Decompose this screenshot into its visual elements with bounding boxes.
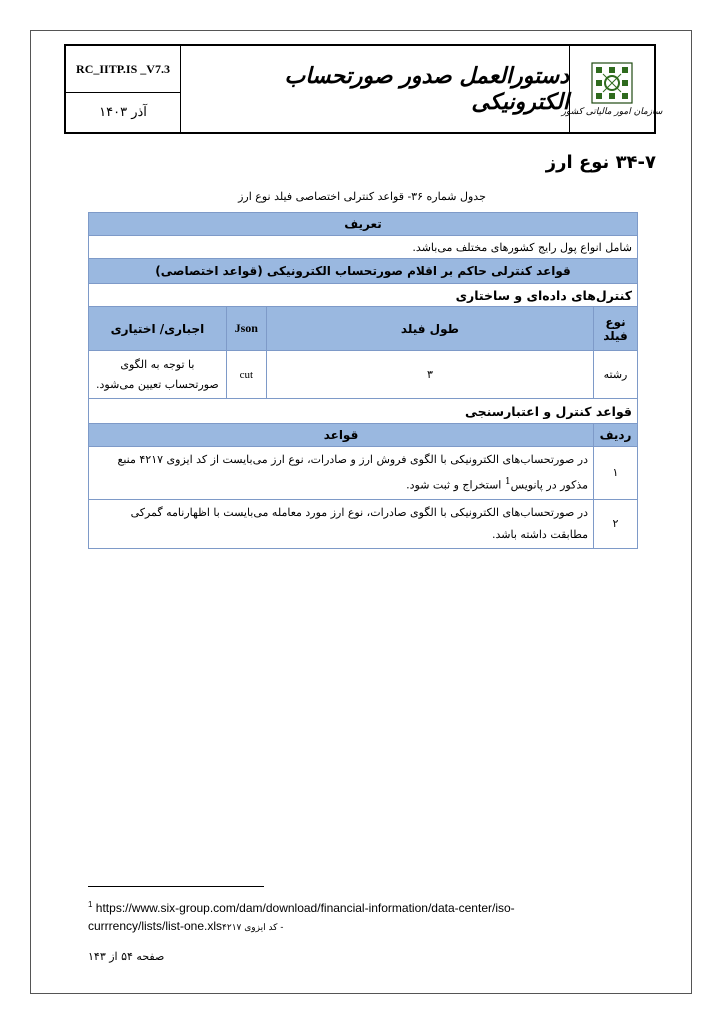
org-name: سازمان امور مالیاتی کشور xyxy=(561,107,663,117)
footnote-ref: 1 xyxy=(504,476,511,487)
footnote-separator xyxy=(88,886,264,887)
footnote-url[interactable]: https://www.six-group.com/dam/download/financial-information/data-center/iso-currrency/lists/list-one.xls xyxy=(88,901,515,933)
col-field-type: نوع فیلد xyxy=(594,307,638,351)
rule-index: ۱ xyxy=(594,447,638,500)
footnote xyxy=(88,896,568,937)
col-rule-index: ردیف xyxy=(594,424,638,447)
col-field-length: طول فیلد xyxy=(266,307,593,351)
doc-code: RC_IITP.IS _V7.3 xyxy=(66,46,180,93)
document-header xyxy=(64,44,663,134)
data-controls-title: کنترل‌های داده‌ای و ساختاری xyxy=(89,284,638,307)
page-number: صفحه ۵۴ از ۱۴۳ xyxy=(88,950,165,963)
cell-required: با توجه به الگوی صورتحساب تعیین می‌شود. xyxy=(89,351,227,399)
col-required: اجباری/ اختیاری xyxy=(89,307,227,351)
footnote-number: 1 xyxy=(88,900,93,909)
cell-field-length: ۳ xyxy=(266,351,593,399)
cell-field-type: رشته xyxy=(594,351,638,399)
table-caption: جدول شماره ۳۶- قواعد کنترلی اختصاصی فیلد نوع ارز xyxy=(238,190,486,203)
doc-title: دستورالعمل صدور صورتحساب الکترونیکی xyxy=(284,63,569,115)
org-logo-block xyxy=(561,46,663,132)
doc-date: آذر ۱۴۰۳ xyxy=(99,105,147,120)
validation-title: قواعد کنترل و اعتبارسنجی xyxy=(89,399,638,424)
rules-group-header: قواعد کنترلی حاکم بر اقلام صورتحساب الکترونیکی (قواعد اختصاصی) xyxy=(89,259,638,284)
header-meta xyxy=(66,46,181,132)
rule-index: ۲ xyxy=(594,499,638,548)
rule-text-part: استخراج و ثبت شود. xyxy=(406,478,505,492)
definition-header: تعریف xyxy=(89,213,638,236)
col-json: Json xyxy=(226,307,266,351)
rule-text xyxy=(89,447,594,500)
rule-text: در صورتحساب‌های الکترونیکی با الگوی صادرات، نوع ارز مورد معامله می‌بایست با اظهارنامه گمرکی مطابقت داشته باشد. xyxy=(89,499,594,548)
section-title: ۳۴-۷ نوع ارز xyxy=(545,152,656,173)
footnote-suffix: - کد ایزوی ۴۲۱۷ xyxy=(222,923,287,933)
definition-text: شامل انواع پول رایج کشورهای مختلف می‌باشد. xyxy=(89,236,638,259)
rule-text-part: در صورتحساب‌های الکترونیکی با الگوی فروش ارز و صادرات، نوع ارز می‌بایست از کد ایزوی ۴۲۱۷ منبع مذکور در پانویس xyxy=(117,453,589,492)
col-rules: قواعد xyxy=(89,424,594,447)
cell-json: cut xyxy=(226,351,266,399)
currency-rules-table xyxy=(88,212,638,549)
org-emblem-icon xyxy=(590,61,634,105)
